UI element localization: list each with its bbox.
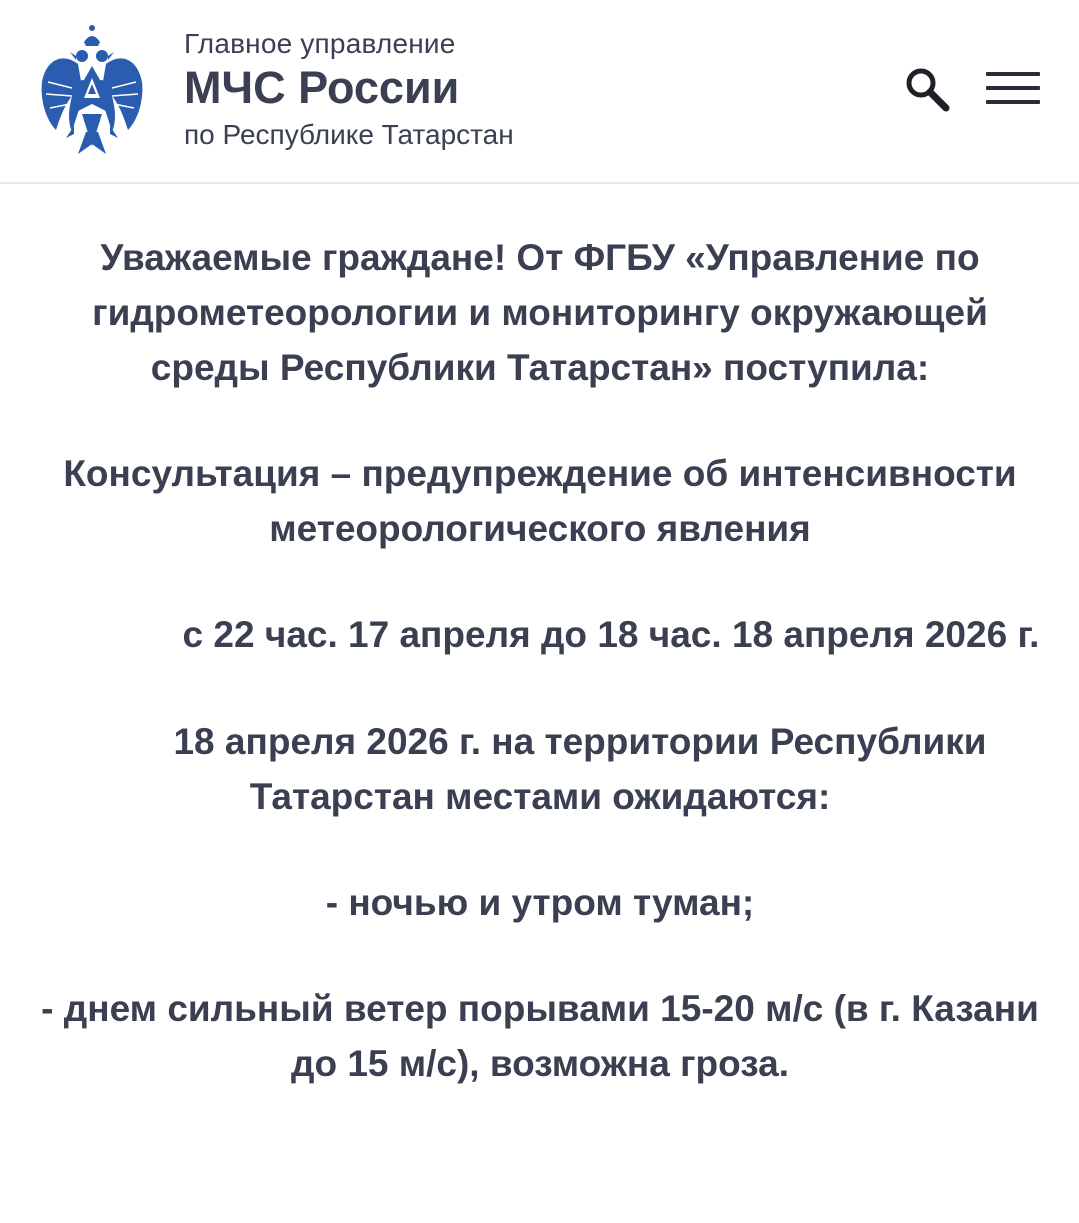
mchs-emblem-icon[interactable] xyxy=(38,22,146,156)
forecast-item-wind: - днем сильный ветер порывами 15-20 м/с (в г. Казани до 15 м/с), возможна гроза. xyxy=(41,988,1039,1084)
notice-heading: Консультация – предупреждение об интенсивности метеорологического явления xyxy=(63,453,1017,549)
site-header xyxy=(0,0,1079,184)
org-region: по Республике Татарстан xyxy=(184,119,514,150)
forecast-intro: 18 апреля 2026 г. на территории Республики Татарстан местами ожидаются: xyxy=(173,721,987,817)
search-button[interactable] xyxy=(902,64,952,114)
search-icon xyxy=(902,64,952,114)
org-name: МЧС России xyxy=(184,62,460,113)
organization-title[interactable] xyxy=(184,26,514,154)
forecast-item-fog: - ночью и утром туман; xyxy=(325,882,755,923)
notice-intro: Уважаемые граждане! От ФГБУ «Управление по гидрометеорологии и мониторингу окружающей среды Республики Татарстан» поступила: xyxy=(92,237,988,388)
org-subtitle-top: Главное управление xyxy=(184,28,456,59)
notice-period: с 22 час. 17 апреля до 18 час. 18 апреля 2026 г. xyxy=(182,614,1040,655)
menu-button[interactable] xyxy=(986,70,1040,106)
notice-body xyxy=(40,230,1040,1142)
